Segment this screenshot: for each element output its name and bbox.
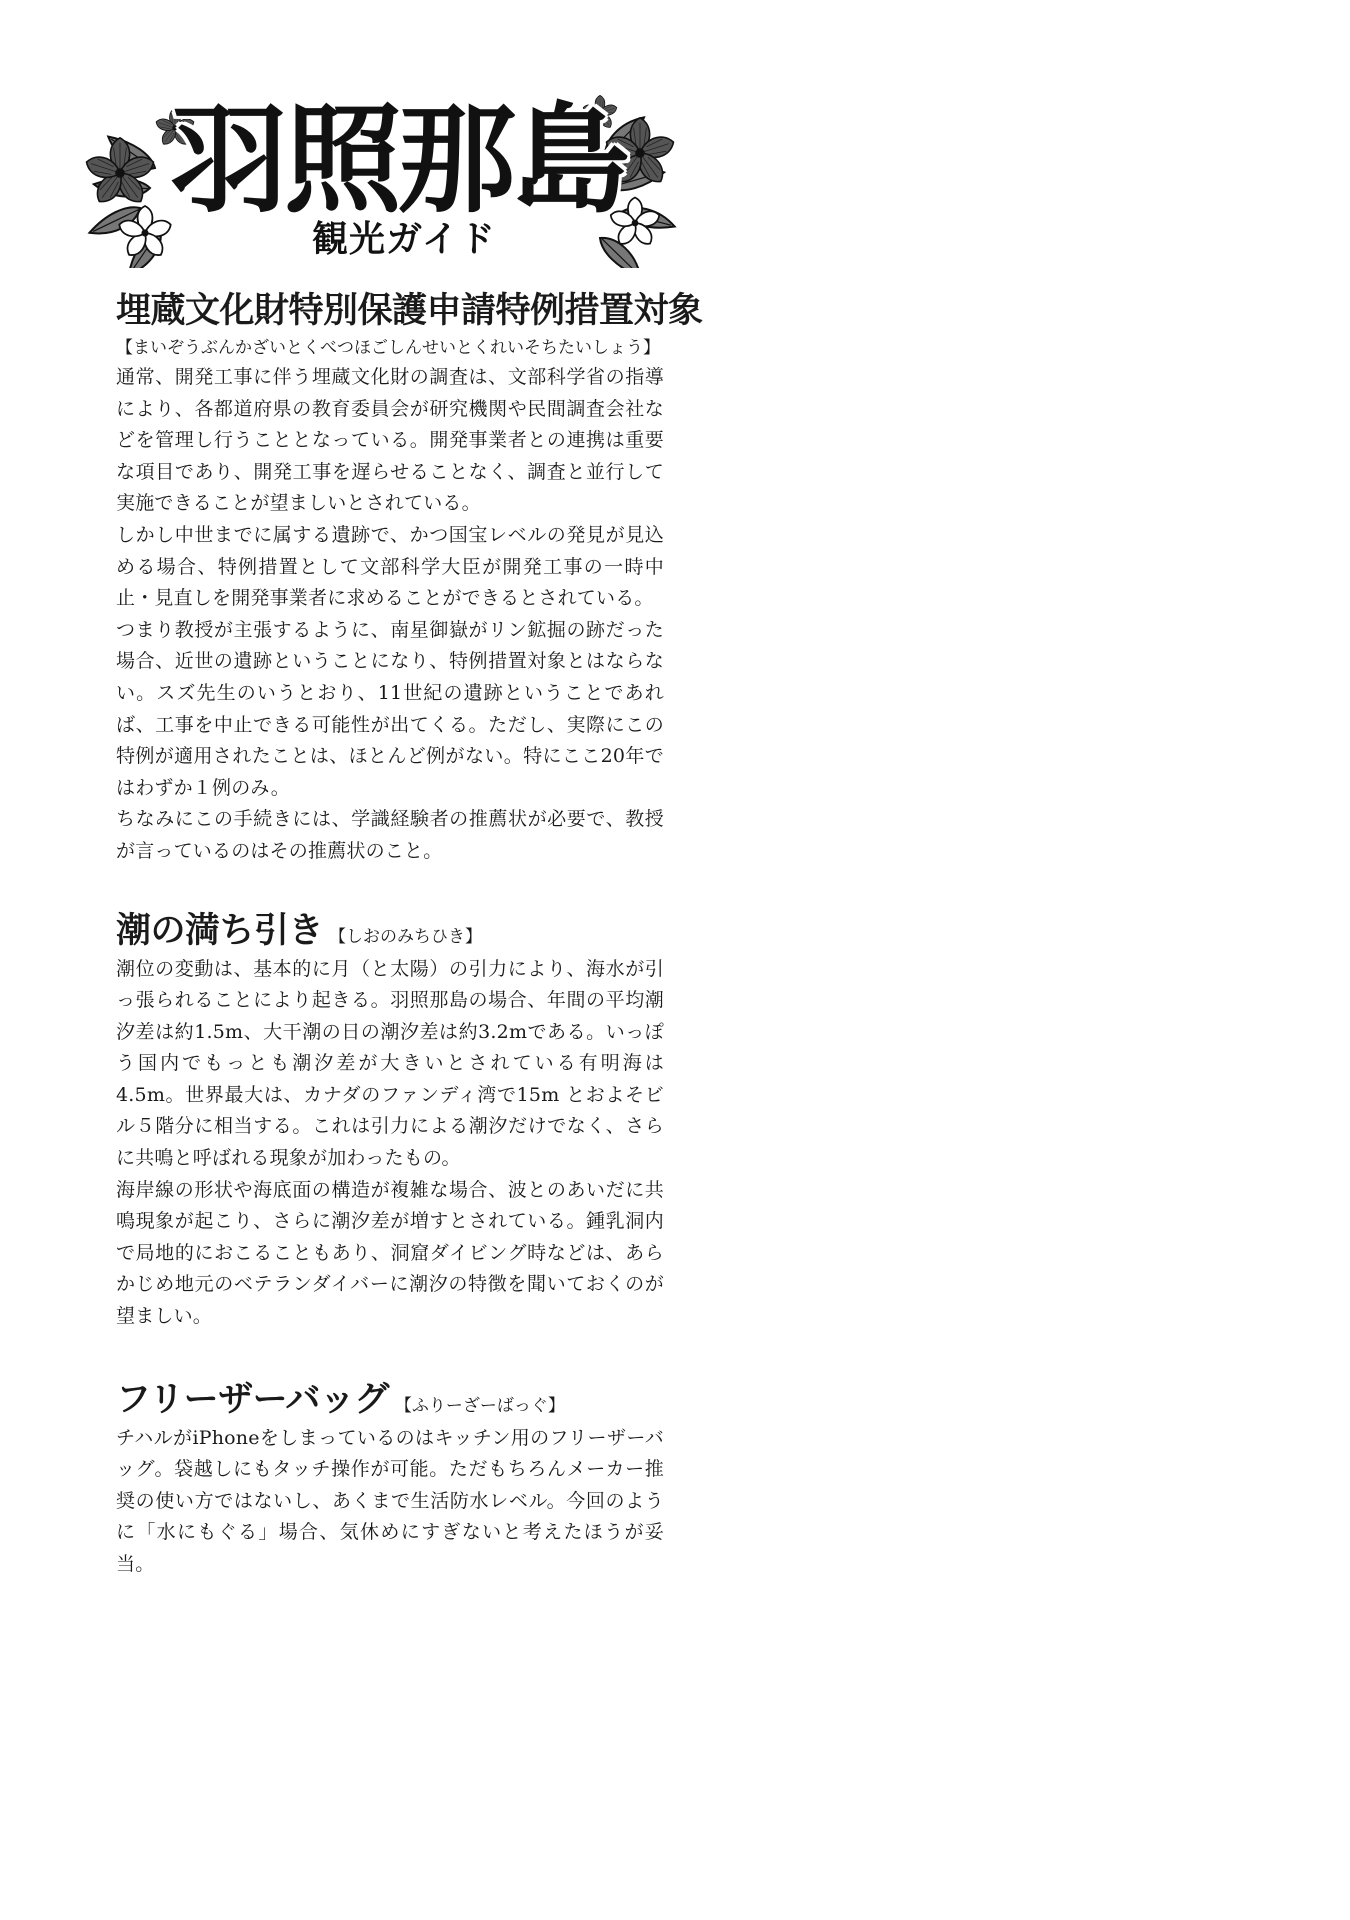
- paragraph: 潮位の変動は、基本的に月（と太陽）の引力により、海水が引っ張られることにより起きる。羽照那島の場合、年間の平均潮汐差は約1.5m、大干潮の日の潮汐差は約3.2mである。いっぽう国内でもっとも潮汐差が大きいとされている有明海は4.5m。世界最大は、カナダのファンディ湾で15m とおよそビル５階分に相当する。これは引力による潮汐だけでなく、さらに共鳴と呼ばれる現象が加わったもの。: [116, 957, 664, 1170]
- section-heading-row: [116, 908, 664, 954]
- logo-title: 羽照那島: [170, 90, 627, 229]
- article-body: [116, 288, 703, 1581]
- paragraph: 海岸線の形状や海底面の構造が複雑な場合、波とのあいだに共鳴現象が起こり、さらに潮汐差が増すとされている。鍾乳洞内で局地的におこることもあり、洞窟ダイビング時などは、あらかじめ地元のベテランダイバーに潮汐の特徴を聞いておくのが望ましい。: [116, 1178, 664, 1328]
- paragraph: ちなみにこの手続きには、学識経験者の推薦状が必要で、教授が言っているのはその推薦状のこと。: [116, 808, 664, 862]
- section-heading-row: [116, 1377, 664, 1423]
- section-tides: [116, 908, 664, 1333]
- paragraph: チハルがiPhoneをしまっているのはキッチン用のフリーザーバッグ。袋越しにもタッチ操作が可能。ただもちろんメーカー推奨の使い方ではないし、あくまで生活防水レベル。今回のように「水にもぐる」場合、気休めにすぎないと考えたほうが妥当。: [116, 1426, 664, 1575]
- section-reading: 【まいぞうぶんかざいとくべつほごしんせいとくれいそちたいしょう】: [116, 338, 660, 358]
- paragraph: つまり教授が主張するように、南星御嶽がリン鉱掘の跡だった場合、近世の遺跡ということになり、特例措置対象とはならない。スズ先生のいうとおり、11世紀の遺跡ということであれば、工事を中止できる可能性が出てくる。ただし、実際にこの特例が適用されたことは、ほとんど例がない。特にここ20年ではわずか１例のみ。: [116, 618, 664, 799]
- section-reading: 【ふりーざーばっぐ】: [394, 1395, 565, 1416]
- section-freezer-bag: [116, 1377, 664, 1581]
- section-burial-heritage: [116, 288, 703, 868]
- section-reading: 【しおのみちひき】: [329, 926, 483, 947]
- logo-subtitle: 観光ガイド: [312, 219, 496, 260]
- paragraph: しかし中世までに属する遺跡で、かつ国宝レベルの発見が見込める場合、特例措置として文部科学大臣が開発工事の一時中止・見直しを開発事業者に求めることができるとされている。: [116, 523, 664, 610]
- paragraph: 通常、開発工事に伴う埋蔵文化財の調査は、文部科学省の指導により、各都道府県の教育委員会が研究機関や民間調査会社などを管理し行うこととなっている。開発事業者との連携は重要な項目であり、開発工事を遅らせることなく、調査と並行して実施できることが望ましいとされている。: [116, 366, 664, 515]
- section-heading: 埋蔵文化財特別保護申請特例措置対象: [116, 290, 703, 331]
- section-heading: フリーザーバッグ: [116, 1378, 389, 1420]
- section-heading: 潮の満ち引き: [116, 909, 324, 951]
- guide-logo: [80, 88, 690, 268]
